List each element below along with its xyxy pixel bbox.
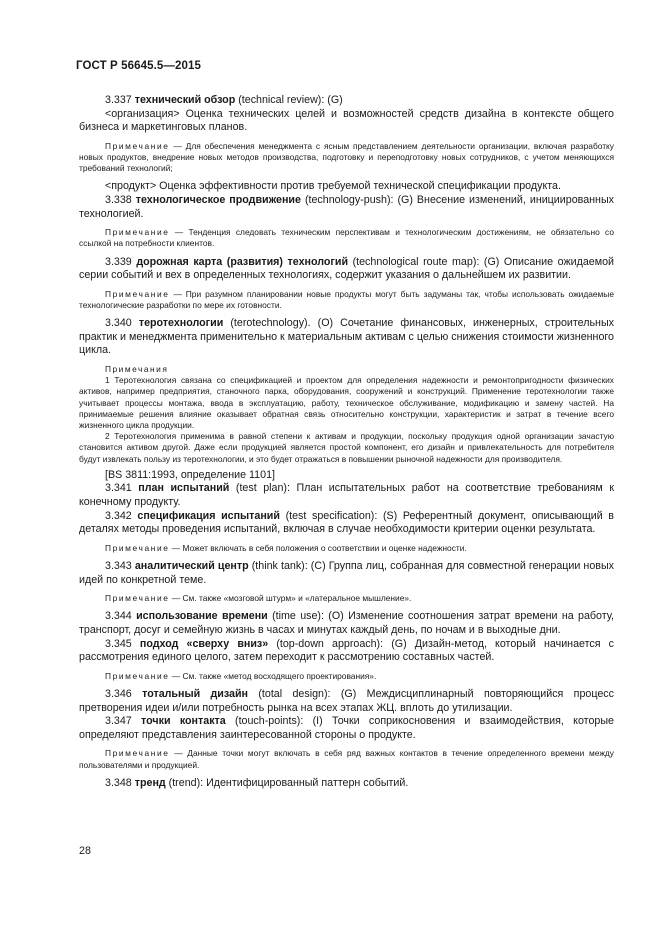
page-number: 28 <box>79 845 91 857</box>
note <box>79 141 614 175</box>
note-text: — Для обеспечения менеджмента с ясным представлением деятельности организации, включая разработку новых продуктов, внедрение новых методов производства, подготовку и переподготовку новых сотрудников, с учетом меняющихся требований технологий; <box>79 140 614 174</box>
term-definition: (trend): Идентифицированный паттерн событий. <box>165 776 409 789</box>
notes-title: Примечания <box>105 363 169 374</box>
note-label: Примечание <box>105 227 170 238</box>
term-title: точки контакта <box>141 715 226 728</box>
term-number: 3.348 <box>105 776 132 789</box>
term-definition: (time use): (O) Изменение соотношения затрат времени на работу, транспорт, досуг и семейную жизнь в часах и минутах каждый день, по ночам и в выходные дни. <box>79 610 614 636</box>
note <box>79 748 614 770</box>
term-title: использование времени <box>136 610 268 623</box>
term-number: 3.340 <box>105 317 132 330</box>
term-definition: (terotechnology). (O) Сочетание финансовых, инженерных, строительных практик и менеджмента применительно к материальным активам с целью снижения стоимости жизненного цикла. <box>79 317 614 357</box>
term-entry-3347 <box>79 715 614 742</box>
term-title: дорожная карта (развития) технологий <box>136 255 349 268</box>
term-title: план испытаний <box>138 482 230 495</box>
document-code: ГОСТ Р 56645.5—2015 <box>76 60 201 72</box>
term-title: технологическое продвижение <box>135 193 301 206</box>
term-definition: (total design): (G) Междисциплинарный повторяющийся процесс претворения идеи и/или потребность рынка на всех этапах ЖЦ. вплоть до утилизации. <box>79 687 614 714</box>
note-label: Примечание <box>105 748 170 759</box>
term-definition: (technology-push): (G) Внесение изменений, инициированных технологией. <box>79 193 614 220</box>
note-text: — При разумном планировании новые продукты могут быть задуманы так, чтобы использовать ожидаемые технологические разработки по мере их готовности. <box>79 288 614 310</box>
source-reference: [BS 3811:1993, определение 1101] <box>105 468 275 481</box>
term-number: 3.341 <box>105 482 132 495</box>
term-entry-3346 <box>79 688 614 715</box>
term-entry-3339 <box>79 256 614 283</box>
note-label: Примечание <box>105 593 170 604</box>
term-entry-3340 <box>79 317 614 358</box>
term-entry-3338 <box>79 194 614 221</box>
term-title: спецификация испытаний <box>137 509 280 522</box>
note <box>79 227 614 249</box>
term-entry-3341 <box>79 482 614 509</box>
note <box>79 671 614 682</box>
note-label: Примечание <box>105 670 170 681</box>
term-number: 3.342 <box>105 509 132 522</box>
term-title: тотальный дизайн <box>142 687 248 700</box>
term-entry-3343 <box>79 560 614 587</box>
term-entry-3344 <box>79 610 614 637</box>
term-title: подход «сверху вниз» <box>139 637 269 650</box>
term-number: 3.347 <box>105 715 132 728</box>
note: 1 Теротехнология связана со спецификацией и проектом для определения надежности и ремонтопригодности физических активов, например предприятия, станочного парка, оборудования, сооружений и конструкций. Применение теротехнологии также учитывает процессы монтажа, ввода в эксплуатацию, работу, техническое обслуживание, модификацию и замену частей. На принимаемые решения влияние оказывает обратная связь относительно конструкции, характеристик и затрат в течение всего жизненного цикла продукции. <box>79 375 614 430</box>
term-definition: (top-down approach): (G) Дизайн-метод, который начинается с рассмотрения единого целого, затем переходит к рассмотрению составных частей. <box>79 637 614 664</box>
note-label: Примечание <box>105 140 170 151</box>
term-number: 3.345 <box>105 637 132 650</box>
term-entry-3345 <box>79 638 614 665</box>
page-content <box>79 94 614 790</box>
term-definition: (think tank): (C) Группа лиц, собранная для совместной генерации новых идей по конкретной теме. <box>79 559 614 586</box>
term-number: 3.344 <box>105 610 132 623</box>
note-text: — Тенденция следовать техническим перспективам и технологическим достижениям, не обязательно со ссылкой на потребности клиентов. <box>79 227 614 249</box>
note: 2 Теротехнология применима в равной степени к активам и продукции, поскольку продукция одной организации зачастую становится активом другой. Даже если продукцией является простой компонент, его дизайн и привлекательность для потребителя будут извлекать пользу из теротехнологии, и это будет отражаться в повышении рыночной надежности для производителя. <box>79 431 614 464</box>
term-title: технический обзор <box>134 94 236 106</box>
term-definition-text: <организация> Оценка технических целей и возможностей средств дизайна в контексте общего бизнеса и маркетинговых планов. <box>79 107 614 134</box>
note-text: — См. также «мозговой штурм» и «латеральное мышление». <box>169 593 412 604</box>
note-text: — Может включать в себя положения о соответствии и оценке надежности. <box>169 542 467 553</box>
term-number: 3.338 <box>105 193 132 206</box>
term-entry-3337 <box>79 94 614 108</box>
note-text: — См. также «метод восходящего проектирования». <box>169 670 377 681</box>
term-definition: (test specification): (S) Референтный документ, описывающий в деталях методы проведения испытаний, включая в случае необходимости критерии оценки результата. <box>79 509 614 536</box>
note-label: Примечание <box>105 288 170 299</box>
term-entry-3342 <box>79 510 614 537</box>
term-number: 3.337 <box>105 94 132 106</box>
term-number: 3.339 <box>105 255 132 268</box>
term-number: 3.343 <box>105 559 132 572</box>
term-number: 3.346 <box>105 687 132 700</box>
note <box>79 543 614 554</box>
term-definition-text: <продукт> Оценка эффективности против требуемой технической спецификации продукта. <box>105 180 561 193</box>
term-title: теротехнологии <box>138 317 224 330</box>
term-entry-3348 <box>79 777 614 791</box>
term-definition: (touch-points): (I) Точки соприкосновения и взаимодействия, которые определяют представления заинтересованной стороны о продукте. <box>79 715 614 741</box>
term-definition: (technological route map): (G) Описание ожидаемой серии событий и вех в определенных технологиях, содержит указания о дальнейшем их развитии. <box>79 255 614 282</box>
term-definition: (technical review): (G) <box>235 94 343 106</box>
note <box>79 593 614 604</box>
term-definition: (test plan): План испытательных работ на соответствие требованиям к конечному продукту. <box>79 482 614 508</box>
term-title: тренд <box>134 776 166 789</box>
note-label: Примечание <box>105 542 170 553</box>
note-text: — Данные точки могут включать в себя ряд важных контактов в течение определенного времени между пользователями и продукцией. <box>79 748 614 770</box>
term-title: аналитический центр <box>134 559 249 572</box>
note <box>79 289 614 311</box>
